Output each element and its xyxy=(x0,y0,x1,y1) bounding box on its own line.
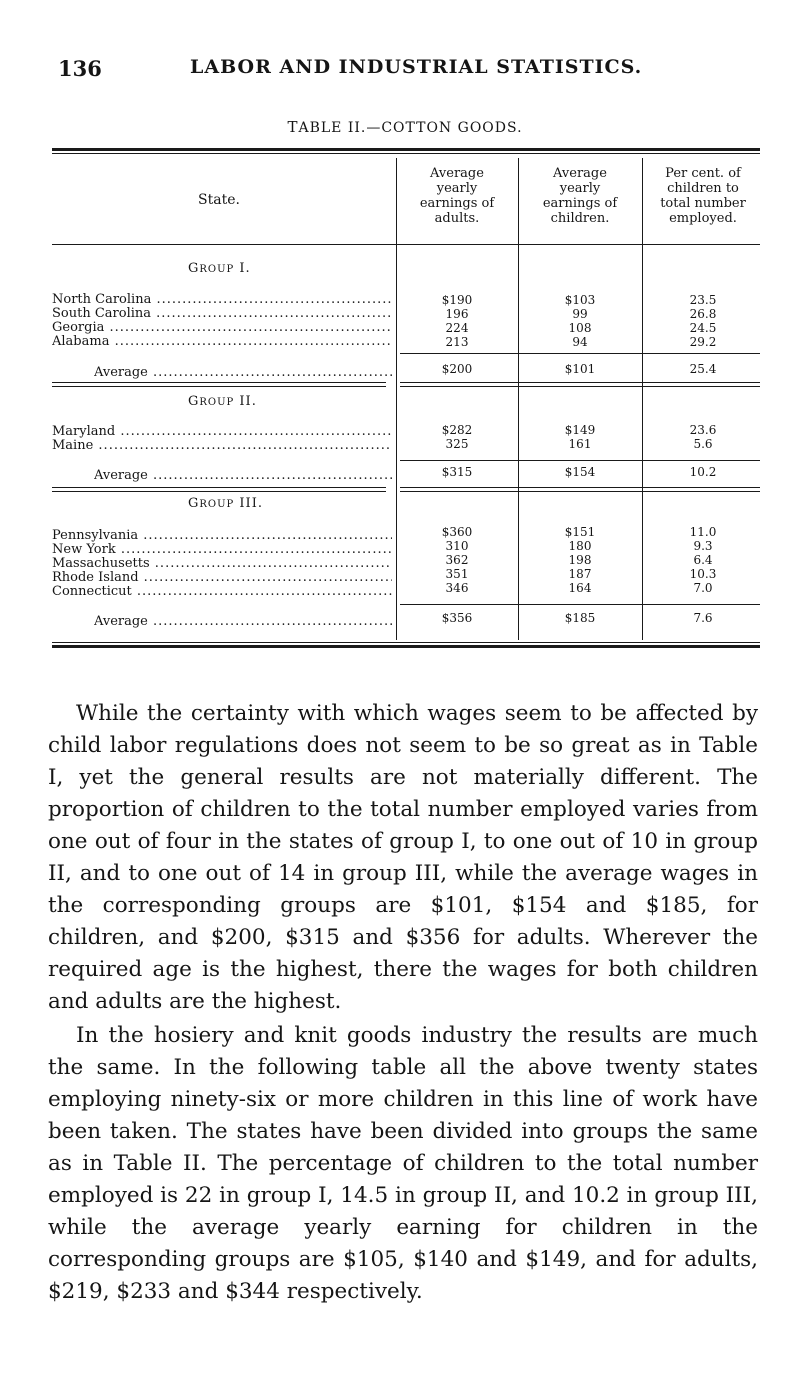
table-cell-percent: 29.2 xyxy=(689,335,717,349)
header-line: earnings of xyxy=(542,196,618,211)
table-cell-percent: 10.3 xyxy=(689,567,717,581)
header-rule xyxy=(52,244,760,245)
group-label-1 xyxy=(188,261,251,276)
group-separator-rule xyxy=(400,491,760,492)
table-title-rest: ABLE II.—COTTON GOODS. xyxy=(298,120,523,136)
table-cell-child: 180 xyxy=(568,539,592,553)
table-row-state: South Carolina ..... xyxy=(52,307,392,321)
table-row-state: Massachusetts ..... xyxy=(52,557,392,571)
table-cell-child: $151 xyxy=(564,525,596,539)
group-label-2 xyxy=(188,394,257,409)
header-line: Average xyxy=(430,166,484,181)
table-row-state: New York ..... xyxy=(52,543,392,557)
table-cell-average-child: $101 xyxy=(564,362,596,376)
table-row-state: Georgia ..... xyxy=(52,321,392,335)
table-cell-child: $149 xyxy=(564,423,596,437)
table-row-state: Pennsylvania ..... xyxy=(52,529,392,543)
table-cell-percent: 23.5 xyxy=(689,293,717,307)
table-row-state: Connecticut ..... xyxy=(52,585,392,599)
column-divider xyxy=(396,158,397,640)
table-cell-adult: $282 xyxy=(441,423,473,437)
average-rule xyxy=(400,460,760,461)
table-cell-percent: 6.4 xyxy=(693,553,713,567)
table-bottom-rule-thin xyxy=(52,642,760,643)
table-cell-adult: 213 xyxy=(445,335,469,349)
header-line: Per cent. of xyxy=(665,166,741,181)
table-bottom-rule xyxy=(52,645,760,648)
table-row-state: Maryland ..... xyxy=(52,425,392,439)
table-cell-child: 99 xyxy=(572,307,588,321)
average-rule xyxy=(400,604,760,605)
table-cell-child: 108 xyxy=(568,321,592,335)
table-cell-average-percent: 25.4 xyxy=(689,362,717,376)
table-cell-child: 187 xyxy=(568,567,592,581)
group-separator-rule xyxy=(400,487,760,488)
group-label-number: III. xyxy=(239,496,263,511)
table-cell-adult: $190 xyxy=(441,293,473,307)
group-label-3 xyxy=(188,496,263,511)
average-rule xyxy=(400,353,760,354)
page-number: 136 xyxy=(58,56,102,81)
table-cell-percent: 9.3 xyxy=(693,539,713,553)
page-header xyxy=(0,56,810,86)
table-row-average-label: Average ..... xyxy=(94,469,392,483)
table-cell-child: 164 xyxy=(568,581,592,595)
group-label-lead: G xyxy=(188,261,200,276)
table-cell-percent: 11.0 xyxy=(689,525,717,539)
column-header-adult-earnings xyxy=(400,166,514,226)
group-separator-rule xyxy=(52,386,386,387)
group-separator-rule xyxy=(400,386,760,387)
table-title xyxy=(0,118,810,136)
table-row-average-label: Average ..... xyxy=(94,366,392,380)
group-label-number: II. xyxy=(239,394,257,409)
table-cell-average-child: $185 xyxy=(564,611,596,625)
table-cell-child: 94 xyxy=(572,335,588,349)
table-cell-percent: 23.6 xyxy=(689,423,717,437)
table-cell-percent: 5.6 xyxy=(693,437,713,451)
header-line: adults. xyxy=(434,211,480,226)
table-cell-adult: 224 xyxy=(445,321,469,335)
group-label-rest: ROUP xyxy=(199,499,235,510)
table-cell-percent: 24.5 xyxy=(689,321,717,335)
table-cell-child: 161 xyxy=(568,437,592,451)
header-line: children. xyxy=(550,211,610,226)
group-label-lead: G xyxy=(188,394,200,409)
table-cell-child: 198 xyxy=(568,553,592,567)
group-label-rest: ROUP xyxy=(199,397,235,408)
table-row-state: Maine ..... xyxy=(52,439,392,453)
group-separator-rule xyxy=(52,382,386,383)
table-cell-adult: 325 xyxy=(445,437,469,451)
table-row-average-label: Average ..... xyxy=(94,615,392,629)
group-separator-rule xyxy=(52,491,386,492)
body-paragraph-1: While the certainty with which wages seem to be affected by child labor regulations does not seem to be so great as in Table I, yet the general results are not materially different. The proportion of children to the total number employed varies from one out of four in the states of group I, to one out of 10 in group II, and to one out of 14 in group III, while the average wages in the corresponding groups are $101, $154 and $185, for children, and $200, $315 and $356 for adults. Wherever the required age is the highest, there the wages for both children and adults are the highest. xyxy=(48,700,758,1014)
table-top-rule-thin xyxy=(52,153,760,154)
table-cell-average-percent: 10.2 xyxy=(689,465,717,479)
column-divider xyxy=(518,158,519,640)
header-line: yearly xyxy=(436,181,478,196)
body-paragraph-2: In the hosiery and knit goods industry the results are much the same. In the following table all the above twenty states employing ninety-six or more children in this line of work have been taken. The states have been divided into groups the same as in Table II. The percentage of children to the total number employed is 22 in group I, 14.5 in group II, and 10.2 in group III, while the average yearly earning for children in the corresponding groups are $105, $140 and $149, and for adults, $219, $233 and $344 respectively. xyxy=(48,1022,758,1304)
group-label-number: I. xyxy=(239,261,251,276)
table-cell-adult: 351 xyxy=(445,567,469,581)
header-line: children to xyxy=(667,181,739,196)
table-row-state: Alabama ..... xyxy=(52,335,392,349)
group-separator-rule xyxy=(400,382,760,383)
header-line: total number xyxy=(660,196,746,211)
table-row-state: North Carolina ..... xyxy=(52,293,392,307)
table-cell-average-adult: $315 xyxy=(441,465,473,479)
cotton-goods-table xyxy=(52,148,760,654)
table-cell-child: $103 xyxy=(564,293,596,307)
table-top-rule xyxy=(52,148,760,151)
column-header-percent-children xyxy=(646,166,760,226)
table-cell-average-child: $154 xyxy=(564,465,596,479)
table-cell-average-adult: $200 xyxy=(441,362,473,376)
column-divider xyxy=(642,158,643,640)
table-cell-average-percent: 7.6 xyxy=(693,611,713,625)
table-cell-adult: 362 xyxy=(445,553,469,567)
header-line: earnings of xyxy=(419,196,495,211)
table-cell-percent: 7.0 xyxy=(693,581,713,595)
table-title-lead: T xyxy=(287,118,299,136)
running-title: LABOR AND INDUSTRIAL STATISTICS. xyxy=(190,56,643,78)
table-cell-percent: 26.8 xyxy=(689,307,717,321)
table-cell-adult: 196 xyxy=(445,307,469,321)
group-label-rest: ROUP xyxy=(199,264,235,275)
column-header-child-earnings xyxy=(522,166,638,226)
table-row-state: Rhode Island ..... xyxy=(52,571,392,585)
table-cell-adult: 310 xyxy=(445,539,469,553)
column-header-state: State. xyxy=(198,192,240,208)
header-line: employed. xyxy=(669,211,737,226)
header-line: Average xyxy=(553,166,607,181)
header-line: yearly xyxy=(559,181,601,196)
table-cell-adult: 346 xyxy=(445,581,469,595)
group-separator-rule xyxy=(52,487,386,488)
group-label-lead: G xyxy=(188,496,200,511)
table-cell-average-adult: $356 xyxy=(441,611,473,625)
table-cell-adult: $360 xyxy=(441,525,473,539)
